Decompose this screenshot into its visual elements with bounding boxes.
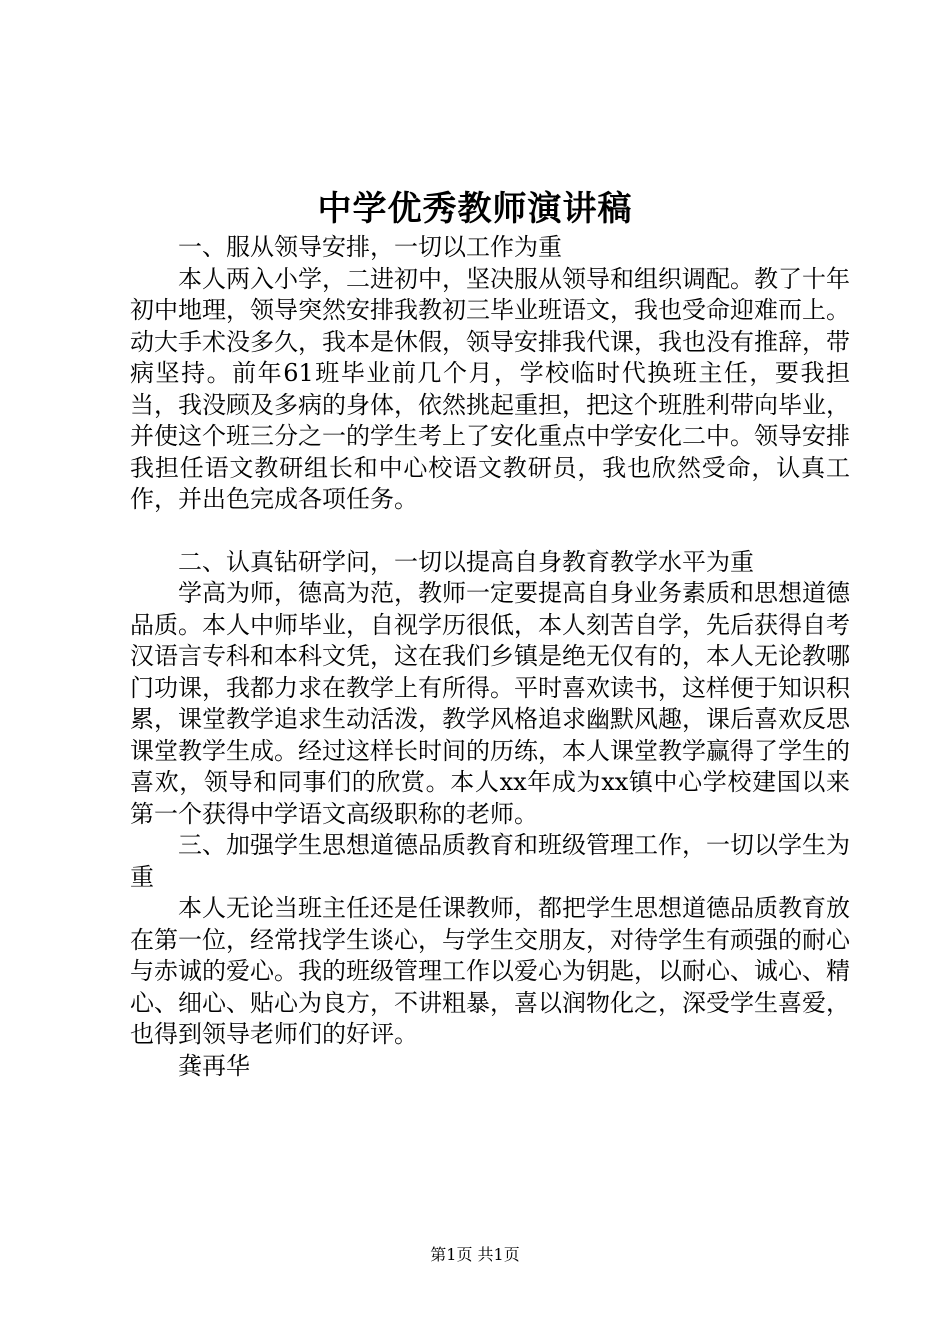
page-footer: 第1页 共1页 [430,1245,520,1264]
section-heading-2: 二、认真钻研学问，一切以提高自身教育教学水平为重 [178,547,754,576]
paragraph-spacer [130,516,850,547]
section-heading-1: 一、服从领导安排，一切以工作为重 [178,233,562,261]
section-heading-3: 三、加强学生思想道德品质教育和班级管理工作，一切以学生为重 [130,831,850,891]
body-paragraph-2: 学高为师，德高为范，教师一定要提高自身业务素质和思想道德品质。本人中师毕业，自视学历很低，本人刻苦自学，先后获得自考汉语言专科和本科文凭，这在我们乡镇是绝无仅有的，本人无论教哪门功课，我都力求在教学上有所得。平时喜欢读书，这样便于知识积累，课堂教学追求生动活泼，教学风格追求幽默风趣，课后喜欢反思课堂教学生成。经过这样长时间的历练，本人课堂教学赢得了学生的喜欢，领导和同事们的欣赏。本人xx年成为xx镇中心学校建国以来第一个获得中学语文高级职称的老师。 [130,579,850,828]
body-paragraph-3: 本人无论当班主任还是任课教师，都把学生思想道德品质教育放在第一位，经常找学生谈心，与学生交朋友，对待学生有顽强的耐心与赤诚的爱心。我的班级管理工作以爱心为钥匙，以耐心、诚心、精心、细心、贴心为良方，不讲粗暴，喜以润物化之，深受学生喜爱，也得到领导老师们的好评。 [130,894,850,1048]
document-title: 中学优秀教师演讲稿 [317,189,633,229]
document-body [130,232,850,1082]
body-paragraph-1: 本人两入小学，二进初中，坚决服从领导和组织调配。教了十年初中地理，领导突然安排我教初三毕业班语文，我也受命迎难而上。动大手术没多久，我本是休假，领导安排我代课，我也没有推辞，带病坚持。前年61班毕业前几个月，学校临时代换班主任，要我担当，我没顾及多病的身体，依然挑起重担，把这个班胜利带向毕业，并使这个班三分之一的学生考上了安化重点中学安化二中。领导安排我担任语文教研组长和中心校语文教研员，我也欣然受命，认真工作，并出色完成各项任务。 [130,264,850,513]
author-signature: 龚再华 [178,1051,250,1080]
